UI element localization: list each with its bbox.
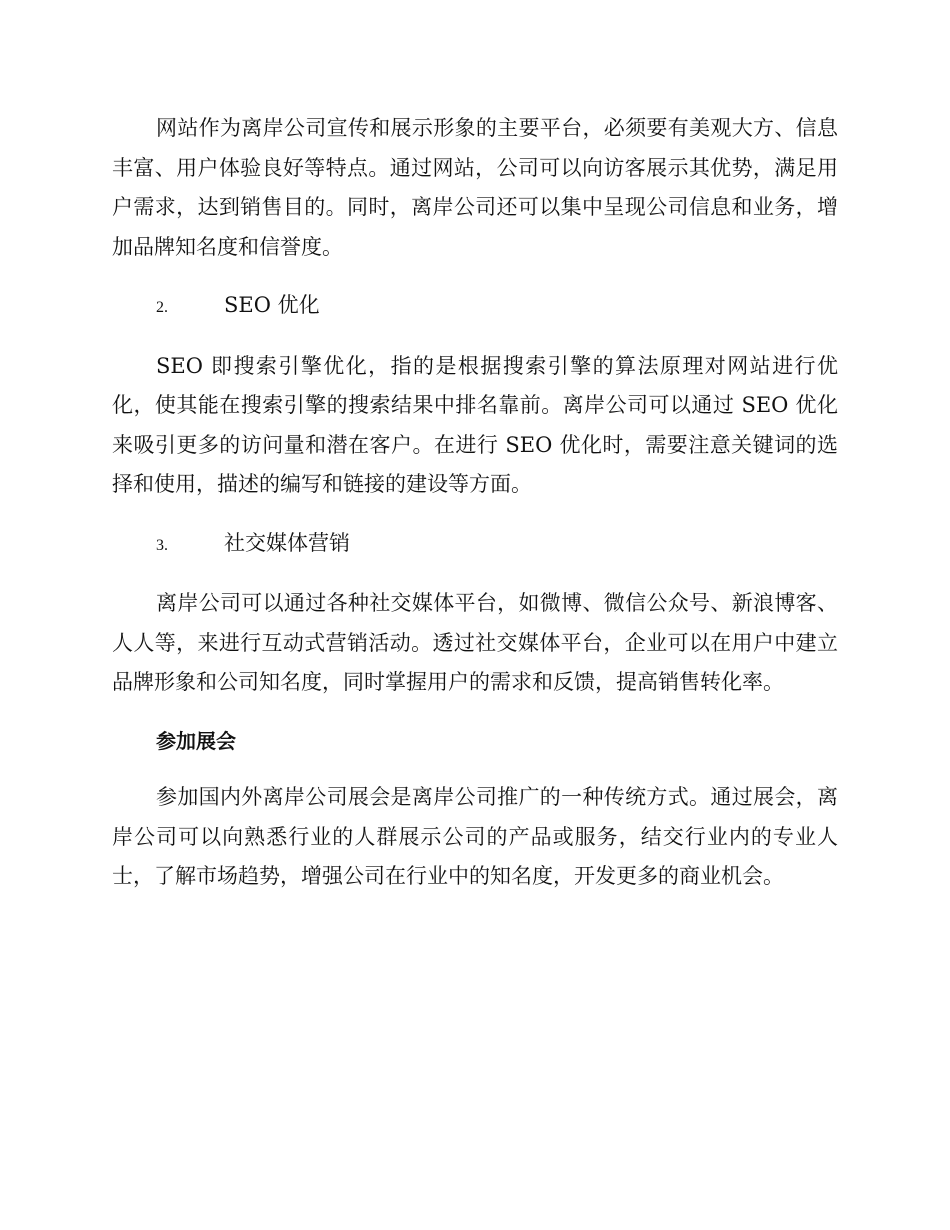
section-heading-exhibition: 参加展会 <box>156 728 236 753</box>
list-title: 社交媒体营销 <box>224 530 350 555</box>
paragraph-seo: SEO 即搜索引擎优化，指的是根据搜索引擎的算法原理对网站进行优化，使其能在搜索引擎的搜索结果中排名靠前。离岸公司可以通过 SEO 优化来吸引更多的访问量和潜在客户。在进行 SEO 优化时，需要注意关键词的选择和使用，描述的编写和链接的建设等方面。 <box>112 353 838 496</box>
list-number: 2. <box>156 299 168 316</box>
paragraph-social-media: 离岸公司可以通过各种社交媒体平台，如微博、微信公众号、新浪博客、人人等，来进行互动式营销活动。透过社交媒体平台，企业可以在用户中建立品牌形象和公司知名度，同时掌握用户的需求和反馈，提高销售转化率。 <box>112 591 838 694</box>
paragraph-website: 网站作为离岸公司宣传和展示形象的主要平台，必须要有美观大方、信息丰富、用户体验良好等特点。通过网站，公司可以向访客展示其优势，满足用户需求，达到销售目的。同时，离岸公司还可以集中呈现公司信息和业务，增加品牌知名度和信誉度。 <box>112 116 838 259</box>
list-heading-seo <box>112 286 838 328</box>
list-title: SEO 优化 <box>224 293 320 317</box>
list-number: 3. <box>156 536 168 554</box>
list-heading-social-media <box>112 524 838 566</box>
document-body <box>112 109 838 916</box>
paragraph-exhibition: 参加国内外离岸公司展会是离岸公司推广的一种传统方式。通过展会，离岸公司可以向熟悉行业的人群展示公司的产品或服务，结交行业内的专业人士，了解市场趋势，增强公司在行业中的知名度，开发更多的商业机会。 <box>112 785 838 888</box>
